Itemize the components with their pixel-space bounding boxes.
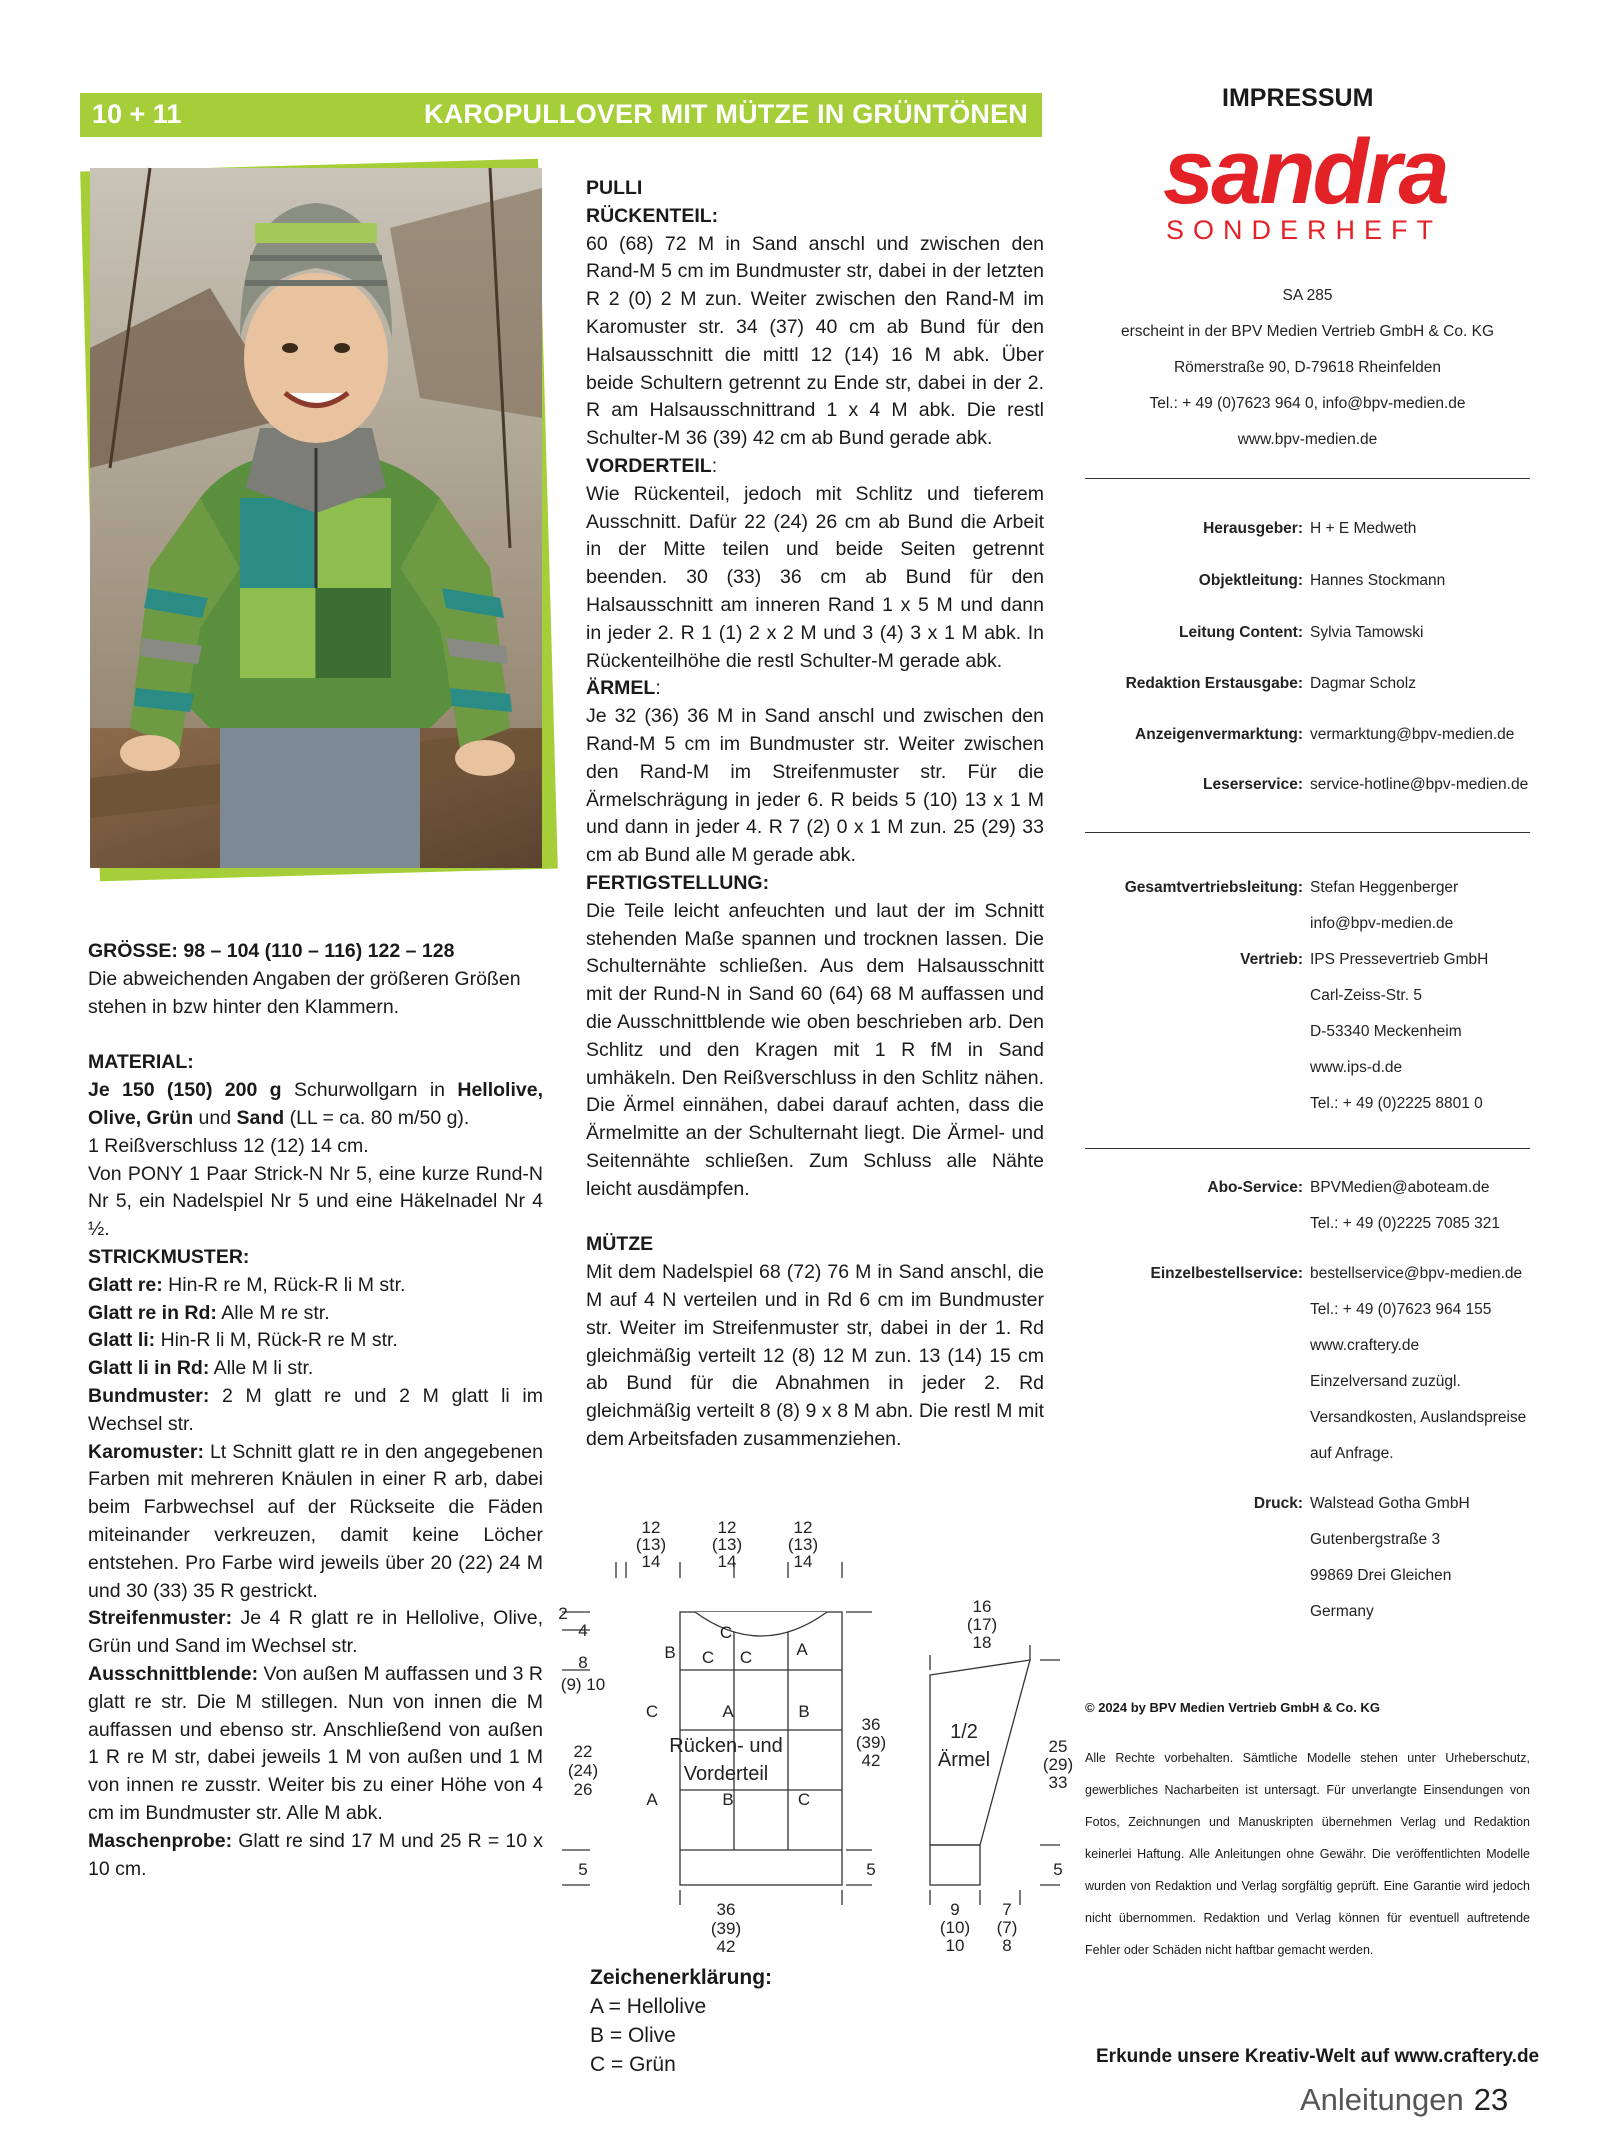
pattern-item: Streifenmuster: Je 4 R glatt re in Hellolive, Olive, Grün und Sand im Wechsel str. [88, 1607, 543, 1658]
sandra-logo: sandra [1163, 121, 1447, 223]
svg-text:5: 5 [866, 1860, 876, 1879]
craftery-link[interactable]: Erkunde unsere Kreativ-Welt auf www.craftery.de [1096, 2046, 1540, 2067]
pattern-item: Karomuster: Lt Schnitt glatt re in den angegebenen Farben mit mehreren Knäulen in einer R arb, dabei beim Farbwechsel auf der Rückseite die Fäden miteinander verkreuzen, damit keine Löcher entstehen. Pro Farbe wird jeweils über 20 (22) 24 M und 30 (33) 35 R gestrickt. [88, 1440, 543, 1602]
section-name: Anleitungen [1300, 2082, 1464, 2117]
top-measure-3: 12 [793, 1518, 813, 1537]
top-measure-1: 12 [641, 1518, 661, 1537]
svg-text:B: B [798, 1702, 810, 1721]
svg-text:42: 42 [716, 1937, 736, 1956]
copyright: © 2024 by BPV Medien Vertrieb GmbH & Co. KG [1085, 1700, 1380, 1715]
svg-text:(29): (29) [1042, 1755, 1074, 1774]
page-footer [1300, 2082, 1508, 2118]
ruecken-text: 60 (68) 72 M in Sand anschl und zwischen den Rand-M 5 cm im Bundmuster str, dabei in der letzten R 2 (0) 2 M zun. Weiter zwischen den Rand-M im Karomuster str. 34 (37) 40 cm ab Bund für den Halsausschnitt die mittl 12 (14) 16 M abk. Über beide Schultern getrennt zu Ende str, dabei in der 2. R am Halsausschnittrand 1 x 4 M abk. Die restl Schulter-M 36 (39) 42 cm ab Bund gerade abk. [586, 232, 1044, 450]
pattern-item: Glatt li in Rd: Alle M li str. [88, 1357, 314, 1380]
svg-text:5: 5 [578, 1860, 588, 1879]
material-text: Je 150 (150) 200 g Schurwollgarn in Hellolive, Olive, Grün und Sand (LL = ca. 80 m/50 g). [88, 1079, 543, 1129]
svg-text:42: 42 [861, 1751, 881, 1770]
left-column [88, 938, 543, 1883]
legend [590, 1963, 772, 2079]
svg-text:(10): (10) [939, 1918, 971, 1937]
legend-item: A = Hellolive [590, 1995, 707, 2018]
svg-text:A: A [646, 1790, 658, 1809]
legend-item: C = Grün [590, 2053, 676, 2076]
svg-text:C: C [739, 1648, 753, 1667]
svg-text:14: 14 [641, 1552, 661, 1571]
svg-text:4: 4 [578, 1621, 588, 1640]
svg-text:(7): (7) [996, 1918, 1018, 1937]
svg-text:7: 7 [1002, 1900, 1012, 1919]
svg-text:(17): (17) [966, 1615, 998, 1634]
service-block: Abo-Service: BPVMedien@aboteam.de Tel.: + 49 (0)2225 7085 321 Einzelbestellservice: bestellservice@bpv-medien.de Tel.: + 49 (0)7623 964 155 www.craftery.de Einzelversand zuzügl. Versandkosten, Auslandspreise auf Anfrage. Druck: Walstead Gotha GmbH Gutenbergstraße 3 99869 Drei Gleichen Germany [1150, 1179, 1527, 1620]
zipper-text: 1 Reißverschluss 12 (12) 14 cm. [88, 1134, 369, 1157]
title-bar [80, 93, 1042, 137]
svg-text:5: 5 [1053, 1860, 1063, 1879]
fertig-heading: FERTIGSTELLUNG: [586, 871, 770, 894]
distribution-block: Gesamtvertriebsleitung: Stefan Heggenberger info@bpv-medien.de Vertrieb: IPS Pressevertrieb GmbH Carl-Zeiss-Str. 5 D-53340 Meckenheim www.ips-d.de Tel.: + 49 (0)2225 8801 0 [1124, 879, 1489, 1112]
size-heading: GRÖSSE: 98 – 104 (110 – 116) 122 – 128 [88, 940, 455, 962]
pattern-schematic [550, 1518, 1074, 1960]
page-number: 23 [1473, 2082, 1509, 2117]
publisher-contact: Tel.: + 49 (0)7623 964 0, info@bpv-medien.de [1149, 395, 1466, 412]
publisher-website: www.bpv-medien.de [1237, 431, 1378, 448]
boy-sweater-illustration [90, 168, 542, 868]
pattern-item: Glatt li: Hin-R li M, Rück-R re M str. [88, 1329, 398, 1352]
svg-text:33: 33 [1048, 1773, 1068, 1792]
divider [1085, 478, 1530, 479]
size-text: Die abweichenden Angaben der größeren Größen stehen in bzw hinter den Klammern. [88, 967, 521, 1018]
pattern-item: Maschenprobe: Glatt re sind 17 M und 25 R = 10 x 10 cm. [88, 1829, 543, 1880]
svg-text:36: 36 [716, 1900, 736, 1919]
pulli-heading: PULLI [586, 177, 643, 199]
muetze-text: Mit dem Nadelspiel 68 (72) 76 M in Sand anschl, die M auf 4 N verteilen und in Rd 6 cm im Bundmuster str. Weiter im Streifenmuster str, dabei in der 1. Rd gleichmäßig verteilt 12 (8) 12 M zun. 13 (14) 15 cm ab Bund für die Abnahmen in jeder 2. Rd gleichmäßig verteilt 8 (8) 9 x 8 M abn. Die restl M mit dem Arbeitsfaden zusammenziehen. [586, 1261, 1044, 1451]
page-title: KAROPULLOVER MIT MÜTZE IN GRÜNTÖNEN [424, 99, 1028, 129]
strickmuster-heading: STRICKMUSTER: [88, 1245, 250, 1268]
aermel-text: Je 32 (36) 36 M in Sand anschl und zwischen den Rand-M 5 cm im Bundmuster str. Weiter zwischen den Rand-M im Streifenmuster str. Für die Ärmelschrägung in jeder 6. R beids 5 (10) 13 x 1 M und dann in jeder 4. R 7 (2) 0 x 1 M zun. 25 (29) 33 cm ab Bund alle M gerade abk. [586, 705, 1044, 867]
pattern-item: Bundmuster: 2 M glatt re und 2 M glatt li im Wechsel str. [88, 1384, 543, 1435]
svg-text:(13): (13) [787, 1535, 819, 1554]
product-photo [90, 168, 542, 868]
svg-text:B: B [722, 1790, 734, 1809]
svg-text:18: 18 [972, 1633, 992, 1652]
divider [1085, 1148, 1530, 1149]
divider [1085, 832, 1530, 833]
pattern-item: Ausschnittblende: Von außen M auffassen und 3 R glatt re str. Die M stillegen. Nun von innen die M auffassen und ebenso str. Anschließend von außen 1 R re M str, dabei jeweils 1 M von außen und 1 M von innen re zusstr. Weiter bis zu einer Höhe von 4 cm im Bundmuster str. Alle M abk. [88, 1662, 543, 1824]
svg-text:Vorderteil: Vorderteil [683, 1763, 769, 1785]
svg-text:(9) 10: (9) 10 [560, 1675, 606, 1694]
legend-heading: Zeichenerklärung: [590, 1966, 773, 1989]
svg-text:16: 16 [972, 1597, 992, 1616]
fertig-text: Die Teile leicht anfeuchten und laut der im Schnitt stehenden Maße spannen und trocknen lassen. Die Schulternähte schließen. Aus dem Halsausschnitt mit der Rund-N in Sand 60 (64) 68 M auffassen und die Ausschnittblende wie oben beschrieben arb. Den Schlitz und den Kragen mit 1 R fM in Sand umhäkeln. Den Reißverschluss in den Schlitz nähen. Die Ärmel einnähen, dabei darauf achten, dass die Ärmelmitte an der Schulternaht liegt. Die Ärmel- und Seitennähte schließen. Zum Schluss alle Nähte leicht ausdämpfen. [586, 899, 1044, 1200]
svg-text:(39): (39) [710, 1919, 742, 1938]
body-label: Rücken- und [669, 1735, 783, 1757]
svg-text:8: 8 [578, 1653, 588, 1672]
svg-text:14: 14 [793, 1552, 813, 1571]
svg-text:8: 8 [1002, 1936, 1012, 1955]
ruecken-heading: RÜCKENTEIL: [586, 204, 719, 227]
top-measure-2: 12 [717, 1518, 737, 1537]
svg-text:25: 25 [1048, 1737, 1068, 1756]
svg-text:C: C [797, 1790, 811, 1809]
svg-text:26: 26 [573, 1780, 593, 1799]
vorder-text: Wie Rückenteil, jedoch mit Schlitz und tieferem Ausschnitt. Dafür 22 (24) 26 cm ab Bund die Arbeit in der Mitte teilen und beide Seiten getrennt beenden. 30 (33) 36 cm ab Bund für den Halsausschnitt am inneren Rand 1 x 5 M und dann in jeder 2. R 1 (1) 2 x 2 M und 3 (4) 3 x 1 M abk. In Rückenteilhöhe die restl Schulter-M gerade abk. [586, 482, 1044, 672]
svg-text:14: 14 [717, 1552, 737, 1571]
svg-text:C: C [645, 1702, 659, 1721]
middle-column: PULLI RÜCKENTEIL: 60 (68) 72 M in Sand anschl und zwischen den Rand-M 5 cm im Bundmuster str, dabei in der letzten R 2 (0) 2 M zun. Weiter zwischen den Rand-M im Karomuster str. 34 (37) 40 cm ab Bund für den Halsausschnitt die mittl 12 (14) 16 M abk. Über beide Schultern getrennt zu Ende str, dabei in der 2. R am Halsausschnittrand 1 x 4 M abk. Die restl Schulter-M 36 (39) 42 cm ab Bund gerade abk. VORDERTEIL: Wie Rückenteil, jedoch mit Schlitz und tieferem Ausschnitt. Dafür 22 (24) 26 cm ab Bund die Arbeit in der Mitte teilen und beide Seiten getrennt beenden. 30 (33) 36 cm ab Bund für den Halsausschnitt am inneren Rand 1 x 5 M und dann in jeder 2. R 1 (1) 2 x 2 M und 3 (4) 3 x 1 M abk. In Rückenteilhöhe die restl Schulter-M gerade abk. ÄRMEL: Je 32 (36) 36 M in Sand anschl und zwischen den Rand-M 5 cm im Bundmuster str. Weiter zwischen den Rand-M im Streifenmuster str. Für die Ärmelschrägung in jeder 6. R beids 5 (10) 13 x 1 M und dann in jeder 4. R 7 (2) 0 x 1 M zun. 25 (29) 33 cm ab Bund alle M gerade abk. FERTIGSTELLUNG: Die Teile leicht anfeuchten und laut der im Schnitt stehenden Maße spannen und trocknen lassen. Die Schulternähte schließen. Aus dem Halsausschnitt mit der Rund-N in Sand 60 (64) 68 M auffassen und die Ausschnittblende wie oben beschrieben arb. Den Schlitz und den Kragen mit 1 R fM in Sand umhäkeln. Den Reißverschluss in den Schlitz nähen. Die Ärmel einnähen, dabei darauf achten, dass die Ärmelmitte an der Schulternaht liegt. Die Ärmel- und Seitennähte schließen. Zum Schluss alle Nähte leicht ausdämpfen. MÜTZE Mit dem Nadelspiel 68 (72) 76 M in Sand anschl, die M auf 4 N verteilen und in Rd 6 cm im Bundmuster str. Weiter im Streifenmuster str, dabei in der 1. Rd gleichmäßig verteilt 12 (8) 12 M zun. 13 (14) 15 cm ab Bund für die Abnahmen in jeder 2. Rd gleichmäßig verteilt 8 (8) 9 x 8 M abn. Die restl M mit dem Arbeitsfaden zusammenziehen. [586, 175, 1044, 1454]
svg-text:C: C [719, 1623, 733, 1642]
svg-text:36: 36 [861, 1715, 881, 1734]
vorder-heading: VORDERTEIL [586, 454, 712, 477]
svg-text:(24): (24) [567, 1761, 599, 1780]
legal-notice: Alle Rechte vorbehalten. Sämtliche Modelle stehen unter Urheberschutz, gewerbliches Nacharbeiten ist untersagt. Für unverlangte Einsendungen von Fotos, Zeichnungen und Manuskripten übernehmen Verlag und Redaktion keinerlei Haftung. Alle Anleitungen ohne Gewähr. Die veröffentlichten Modelle wurden von Redaktion und Verlag sorgfältig geprüft. Eine Garantie wird jedoch nicht übernommen. Redaktion und Verlag können für eventuell auftretende Fehler oder Schäden nicht haftbar gemacht werden. [1085, 1751, 1530, 1957]
impressum-title: IMPRESSUM [1222, 84, 1374, 112]
svg-text:C: C [701, 1648, 715, 1667]
muetze-heading: MÜTZE [586, 1233, 654, 1256]
publisher-block: SA 285 erscheint in der BPV Medien Vertrieb GmbH & Co. KG Römerstraße 90, D-79618 Rheinfelden Tel.: + 49 (0)7623 964 0, info@bpv-medien.de www.bpv-medien.de [1085, 278, 1530, 458]
pattern-item: Glatt re: Hin-R re M, Rück-R li M str. [88, 1273, 406, 1296]
logo-subtitle: SONDERHEFT [1166, 215, 1443, 245]
issue-number: SA 285 [1282, 287, 1333, 304]
svg-text:A: A [796, 1640, 808, 1659]
model-number: 10 + 11 [92, 99, 182, 129]
svg-text:9: 9 [950, 1900, 960, 1919]
svg-text:Ärmel: Ärmel [937, 1749, 991, 1771]
pattern-list [88, 1272, 543, 1884]
svg-text:A: A [722, 1702, 734, 1721]
svg-text:(39): (39) [855, 1733, 887, 1752]
legend-item: B = Olive [590, 2024, 676, 2047]
needles-text: Von PONY 1 Paar Strick-N Nr 5, eine kurze Rund-N Nr 5, ein Nadelspiel Nr 5 und eine Häkelnadel Nr 4 ½. [88, 1162, 543, 1241]
svg-text:2: 2 [558, 1604, 568, 1623]
aermel-heading: ÄRMEL [586, 677, 656, 700]
sleeve-label: 1/2 [950, 1721, 978, 1743]
svg-text:(13): (13) [635, 1535, 667, 1554]
material-heading: MATERIAL: [88, 1051, 194, 1074]
svg-text:10: 10 [945, 1936, 965, 1955]
svg-text:22: 22 [573, 1742, 593, 1761]
svg-text:B: B [664, 1643, 676, 1662]
pattern-item: Glatt re in Rd: Alle M re str. [88, 1301, 330, 1324]
svg-text:(13): (13) [711, 1535, 743, 1554]
